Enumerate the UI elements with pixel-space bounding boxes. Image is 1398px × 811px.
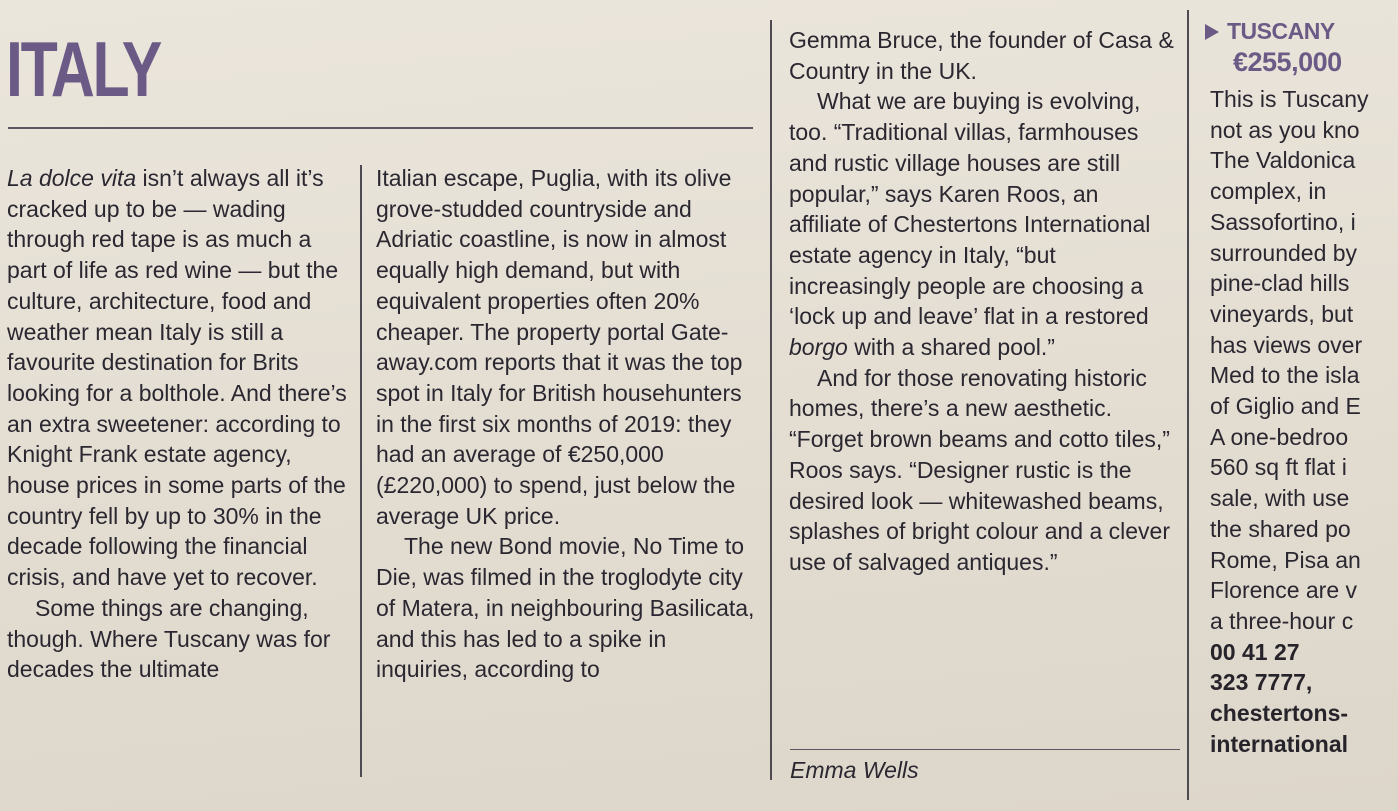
article-paragraph: Some things are changing, though. Where Tuscany was for decades the ultimate [7,594,331,683]
sidebar-region [1205,18,1342,45]
contact-phone: 00 41 27 [1210,638,1300,665]
sidebar-line: Rome, Pisa an [1210,546,1361,573]
sidebar-line: vineyards, but [1210,300,1354,327]
contact-website: international [1210,730,1349,757]
article-paragraph [789,86,1174,362]
sidebar-line: pine-clad hills [1210,270,1350,297]
article-paragraph: Gemma Bruce, the founder of Casa & Country in the UK. [789,27,1174,84]
article-paragraph [7,163,352,593]
italic-phrase: La dolce vita [7,165,137,191]
sidebar-line: The Valdonica [1210,147,1356,174]
sidebar-header [1205,18,1342,78]
article-column-2 [376,163,756,685]
sidebar-line: Florence are v [1210,577,1358,604]
sidebar-line: not as you kno [1210,116,1360,143]
sidebar-line: A one-bedroo [1210,423,1349,450]
sidebar-divider [1187,10,1189,800]
article-column-1 [7,163,352,685]
sidebar-line: This is Tuscany [1210,86,1369,112]
sidebar-body [1210,84,1398,759]
sidebar-line: a three-hour c [1210,607,1354,634]
byline: Emma Wells [790,757,919,783]
sidebar-line: Sassofortino, i [1210,208,1356,235]
contact-phone: 323 7777, [1210,669,1313,696]
article-paragraph: The new Bond movie, No Time to Die, was filmed in the troglodyte city of Matera, in neighbouring Basilicata, and this has led to a spike in inquiries, according to [376,533,755,683]
article-paragraph: And for those renovating historic homes, there’s a new aesthetic. “Forget brown beams and cotto tiles,” Roos says. “Designer rustic is the desired look — whitewashed beams, splashes of bright colour and a clever use of salvaged antiques.” [789,364,1170,575]
byline-divider [790,749,1180,750]
sidebar-line: surrounded by [1210,239,1358,266]
sidebar-line: of Giglio and E [1210,393,1361,420]
sidebar-line: 560 sq ft flat i [1210,454,1347,481]
paragraph-text: What we are buying is evolving, too. “Traditional villas, farmhouses and rustic village houses are still popular,” says Karen Roos, an affiliate of Chestertons International estate agency in Italy, “but increasingly people are choosing a ‘lock up and leave’ flat in a restored [789,88,1151,330]
contact-website: chestertons- [1210,700,1349,727]
article-column-3 [789,25,1174,578]
paragraph-text: isn’t always all it’s cracked up to be — wading through red tape is as much a part of life as red wine — but the culture, architecture, food and weather mean Italy is still a favourite destination for Brits looking for a bolthole. And there’s an extra sweetener: according to Knight Frank estate agency, house prices in some parts of the country fell by up to 30% in the decade following the financial crisis, and have yet to recover. [7,165,347,591]
triangle-arrow-icon [1205,24,1219,40]
column-divider [770,20,772,780]
region-label: TUSCANY [1227,18,1335,44]
sidebar-line: has views over [1210,331,1363,358]
italic-word: borgo [789,334,848,361]
section-title: ITALY [6,25,160,113]
sidebar-line: Med to the isla [1210,362,1360,389]
column-divider [360,165,362,777]
sidebar-line: sale, with use [1210,485,1350,512]
sidebar-line: the shared po [1210,515,1351,542]
property-price: €255,000 [1233,47,1342,77]
paragraph-text: with a shared pool.” [847,334,1055,361]
sidebar-line: complex, in [1210,178,1327,205]
title-divider [8,127,753,129]
article-paragraph: Italian escape, Puglia, with its olive grove-studded countryside and Adriatic coastline, is now in almost equally high demand, but with equivalent properties often 20% cheaper. The property portal Gate-away.com reports that it was the top spot in Italy for British househunters in the first six months of 2019: they had an average of €250,000 (£220,000) to spend, just below the average UK price. [376,165,743,529]
